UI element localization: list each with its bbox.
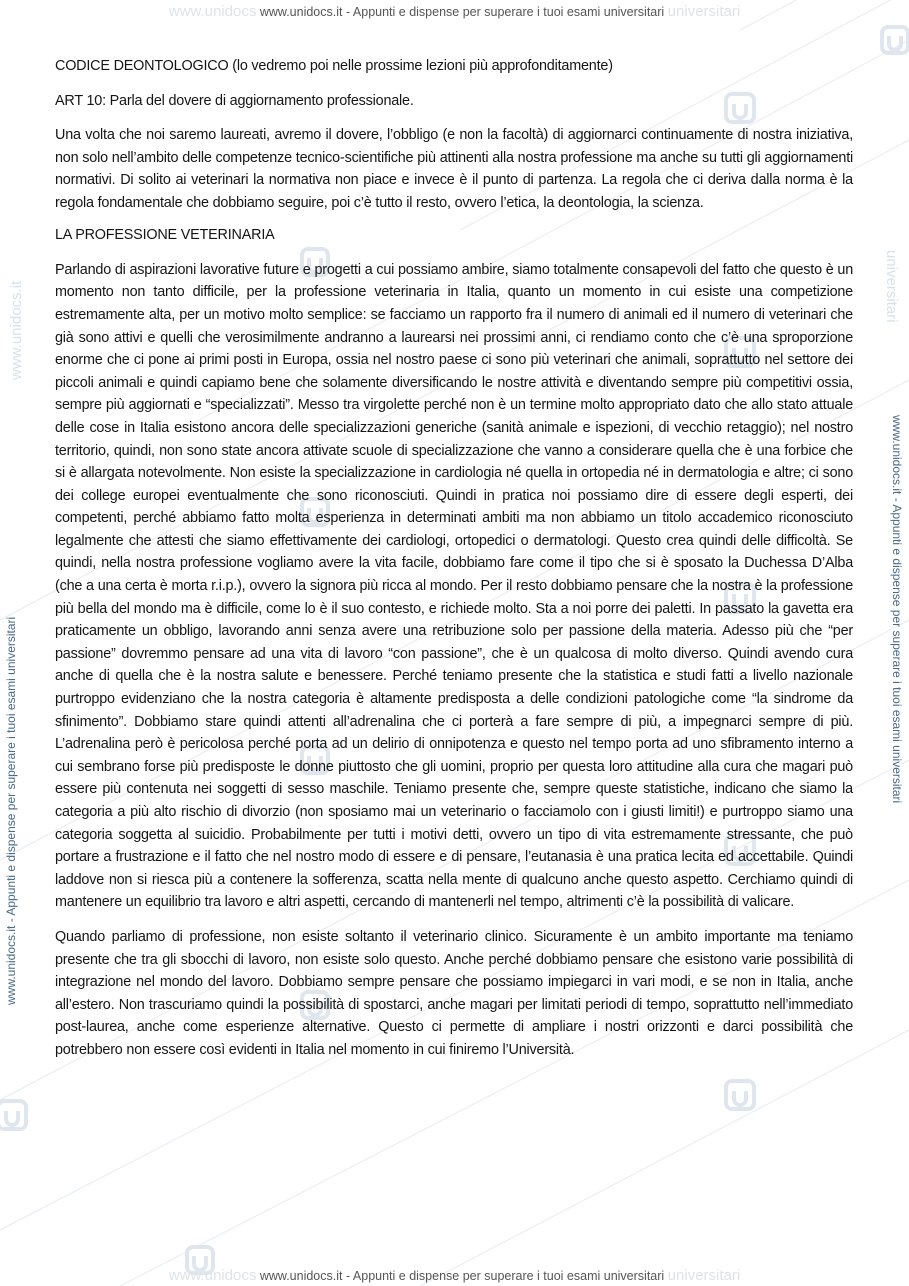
header-watermark-text: www.unidocs.it - Appunti e dispense per superare i tuoi esami universitari [259,5,665,19]
footer-ghost-left: www.unidocs [168,1267,257,1284]
unidocs-logo-icon [0,1101,26,1129]
footer-watermark-banner [0,1267,909,1284]
header-watermark-banner [0,3,909,20]
paragraph-professione: Parlando di aspirazioni lavorative future e progetti a cui possiamo ambire, siamo totalmente consapevoli del fatto che questo è un momento non tanto difficile, per la professione veterinaria in Italia, quanto un momento in cui esiste una competizione estremamente alta, per un motivo molto semplice: se facciamo un rapporto fra il numero di animali ed il numero di veterinari che già sono attivi e quelli che verosimilmente andranno a laurearsi nei prossimi anni, ci rendiamo conto che c’è una sproporzione enorme che ci pone ai primi posti in Europa, ossia nel nostro paese ci sono più veterinari che animali, soprattutto nel settore dei piccoli animali e quindi capiamo bene che solamente diversificando le nostre attività e diventando sempre più competitivi ossia, sempre più aggiornati e “specializzati”. Messo tra virgolette perché non è un termine molto appropriato dato che allo stato attuale delle cose in Italia esistono ancora delle specializzazioni generiche (sanità animale e ispezioni, di vecchio retaggio); nel nostro territorio, quindi, non sono state ancora attivate scuole di specializzazione che vanno a considerare quella che è una forbice che si è allargata notevolmente. Non esiste la specializzazione in cardiologia né quella in ortopedia né in dermatologia e altre; ci sono dei college europei eventualmente che sono riconosciuti. Quindi in pratica noi possiamo dire di essere degli esperti, dei competenti, perché abbiamo fatto molta esperienza in determinati ambiti ma non abbiamo un titolo accademico riconosciuto legalmente che attesti che siamo effettivamente dei cardiologi, ortopedici o dermatologi. Questo crea quindi delle difficoltà. Se quindi, nella nostra professione vogliamo avere la vita facile, dobbiamo fare come il tipo che si è sposato la Duchessa D’Alba (che a una certa è morta r.i.p.), ovvero la signora più ricca al mondo. Per il resto dobbiamo pensare che la nostra è la professione più bella del mondo ma è difficile, come lo è il suo contesto, e richiede molto. Sta a noi porre dei paletti. In passato la gavetta era praticamente un obbligo, lavorando anni senza avere una retribuzione solo per passione della materia. Adesso più che “per passione” dovremmo pensare ad una vita di lavoro “con passione”, che è un qualcosa di molto diverso. Quindi avendo cura anche di quella che è la nostra salute e benessere. Perché teniamo presente che la statistica e studi fatti a livello nazionale purtroppo evidenziano che la nostra categoria è altamente predisposta a delle condizioni patologiche come “la sindrome da sfinimento”. Dobbiamo stare quindi attenti all’adrenalina che ci porterà a fare sempre di più, a impegnarci sempre di più. L’adrenalina però è pericolosa perché porta ad un delirio di onnipotenza e questo nel tempo porta ad uno sfibramento interno a cui sembrano forse più predisposte le donne piuttosto che gli uomini, proprio per questa loro attitudine alla cura che magari può essere più contenuta nei soggetti di sesso maschile. Teniamo presente che, sempre queste statistiche, indicano che siamo la categoria a più alto rischio di divorzio (non sposiamo mai un veterinario o facciamolo con i giusti limiti!) e purtroppo siamo una categoria soggetta al suicidio. Probabilmente per tutti i motivi detti, ovvero un tipo di vita estremamente stressante, che può portare a frustrazione e il fatto che nel nostro modo di essere e di pensare, l’eutanasia è una pratica lecita ed accettabile. Quindi laddove non si riesca più a contenere la sofferenza, scatta nella mente di qualcuno anche questo aspetto. Cerchiamo quindi di mantenere un equilibrio tra lavoro e altri aspetti, cercando di mantenerli nel tempo, altrimenti c’è la possibilità di valicare. [55,261,853,911]
section-heading-codice: CODICE DEONTOLOGICO (lo vedremo poi nelle prossime lezioni più approfonditamente) [55,58,613,74]
paragraph-aggiornamento: Una volta che noi saremo laureati, avremo il dovere, l’obbligo (e non la facoltà) di aggiornarci continuamente di nostra iniziativa, non solo nell’ambito delle competenze tecnico-scientifiche più attinenti alla nostra professione ma anche su tutti gli aggiornamenti normativi. Di solito ai veterinari la normativa non piace e invece è il punto di partenza. La regola che ci deriva dalla norma è la regola fondamentale che dobbiamo seguire, poi c’è tutto il resto, ovvero l’etica, la deontologia, la scienza. [55,127,853,211]
unidocs-logo-icon [882,27,908,53]
document-body [55,55,853,1071]
left-side-watermark: www.unidocs.it - Appunti e dispense per superare i tuoi esami universitari [4,616,18,1005]
right-side-watermark: www.unidocs.it - Appunti e dispense per superare i tuoi esami universitari [890,415,904,804]
side-ghost-right: universitari [883,250,900,323]
section-heading-professione: LA PROFESSIONE VETERINARIA [55,227,275,244]
header-ghost-right: universitari [667,3,741,20]
side-ghost-left: www.unidocs.it [8,280,25,380]
footer-watermark-text: www.unidocs.it - Appunti e dispense per superare i tuoi esami universitari [259,1269,665,1283]
footer-ghost-right: universitari [667,1267,741,1284]
paragraph-sbocchi: Quando parliamo di professione, non esiste soltanto il veterinario clinico. Sicuramente è un ambito importante ma teniamo presente che tra gli sbocchi di lavoro, non esiste solo questo. Anche perché dobbiamo pensare che esistono varie possibilità di integrazione nel mondo del lavoro. Dobbiamo sempre pensare che possiamo impiegarci in vari modi, e se non in Italia, anche all’estero. Non trascuriamo quindi la possibilità di spostarci, anche magari per limitati periodi di tempo, soprattutto nell’immediato post-laurea, anche come esperienze alternative. Questo ci permette di ampliare i nostri orizzonti e darci possibilità che potrebbero non essere così evidenti in Italia nel momento in cui finiremo l’Università. [55,928,853,1058]
unidocs-logo-icon [726,1081,754,1109]
header-ghost-left: www.unidocs [168,3,257,20]
article-line: ART 10: Parla del dovere di aggiornamento professionale. [55,92,414,109]
